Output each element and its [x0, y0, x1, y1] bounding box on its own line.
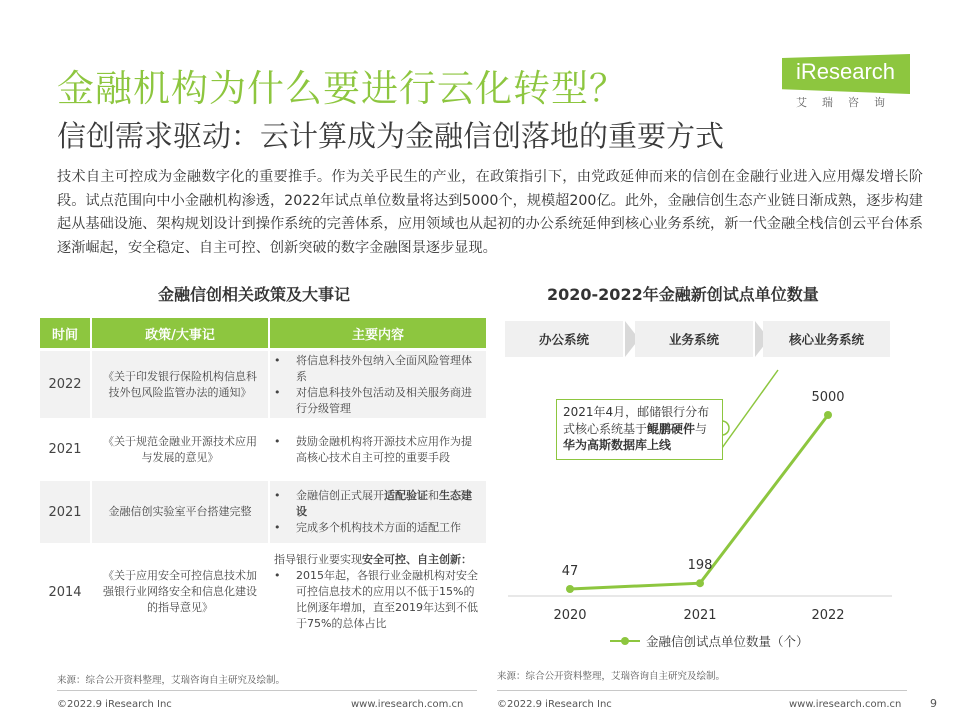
content-bullet: • 2015年起，各银行业金融机构对安全可控信息技术的应用以不低于15%的比例逐年增加，直至2019年达到不低于75%的总体占比 — [274, 568, 480, 632]
row-content — [270, 481, 488, 543]
footer-url: www.iresearch.com.cn — [351, 699, 464, 710]
row-policy: 《关于规范金融业开源技术应用与发展的意见》 — [92, 421, 270, 478]
row-content — [270, 546, 488, 638]
x-tick-labels — [553, 608, 844, 623]
row-content — [270, 351, 488, 418]
row-policy: 金融信创实验室平台搭建完整 — [92, 481, 270, 543]
content-lead — [274, 552, 480, 568]
x-tick-label: 2022 — [811, 608, 845, 623]
chart-title: 2020-2022年金融新创试点单位数量 — [547, 285, 819, 304]
footer-copyright: ©2022.9 iResearch Inc — [497, 699, 612, 710]
callout-text: 2021年4月，邮储银行分布式核心系统基于 — [563, 405, 710, 436]
page-subtitle: 信创需求驱动：云计算成为金融信创落地的重要方式 — [57, 119, 725, 153]
table-row — [40, 481, 488, 543]
logo-text: iResearch — [796, 59, 896, 84]
content-bullet: • 完成多个机构技术方面的适配工作 — [274, 520, 480, 536]
footer-divider — [497, 690, 907, 691]
text-span: 和 — [428, 489, 439, 502]
data-label: 5000 — [811, 390, 845, 405]
content-bullet — [274, 488, 480, 520]
bold-span: 适配验证 — [384, 489, 428, 502]
callout-connector — [722, 370, 778, 448]
text-span: 金融信创正式展开 — [296, 489, 384, 502]
bold-span: 生态建设 — [296, 489, 472, 518]
table-row — [40, 421, 488, 478]
stage-business: 业务系统 — [635, 321, 753, 357]
footer-url: www.iresearch.com.cn — [789, 699, 902, 710]
table-header — [40, 318, 488, 348]
callout-box — [556, 399, 723, 460]
x-tick-label: 2020 — [553, 608, 587, 623]
row-policy: 《关于应用安全可控信息技术加强银行业网络安全和信息化建设的指导意见》 — [92, 546, 270, 638]
bold-span: 安全可控、自主创新： — [362, 553, 472, 566]
callout-bold: 华为高斯数据库上线 — [563, 438, 672, 452]
table-source: 来源：综合公开资料整理，艾瑞咨询自主研究及绘制。 — [57, 675, 286, 686]
data-label: 198 — [687, 558, 713, 574]
stage-arrows — [505, 321, 890, 357]
row-policy: 《关于印发银行保险机构信息科技外包风险监管办法的通知》 — [92, 351, 270, 418]
header-time: 时间 — [40, 318, 92, 348]
stage-core: 核心业务系统 — [763, 321, 890, 357]
table-row — [40, 351, 488, 418]
row-year: 2022 — [40, 351, 92, 418]
header-policy: 政策/大事记 — [92, 318, 270, 348]
legend-label: 金融信创试点单位数量（个） — [646, 634, 809, 649]
x-tick-label: 2021 — [683, 608, 717, 623]
data-point — [696, 579, 704, 587]
row-year: 2014 — [40, 546, 92, 638]
header-content: 主要内容 — [270, 318, 488, 348]
data-point — [824, 411, 832, 419]
chart-legend — [610, 632, 809, 650]
callout-bold: 鲲鹏硬件 — [647, 421, 696, 436]
chart-source: 来源：综合公开资料整理，艾瑞咨询自主研究及绘制。 — [497, 671, 726, 682]
footer-copyright: ©2022.9 iResearch Inc — [57, 699, 172, 710]
callout-text: 与 — [695, 421, 708, 436]
iresearch-logo — [780, 50, 915, 112]
table-row — [40, 546, 488, 638]
data-label: 47 — [561, 564, 579, 579]
text-span: 指导银行业要实现 — [274, 553, 362, 566]
row-year: 2021 — [40, 421, 92, 478]
stage-office: 办公系统 — [505, 321, 623, 357]
data-point — [566, 585, 574, 593]
logo-subtext: 艾瑞咨询 — [796, 96, 900, 109]
legend-marker-icon — [610, 640, 640, 642]
policy-table — [40, 318, 488, 638]
content-bullet: • 鼓励金融机构将开源技术应用作为提高核心技术自主可控的重要手段 — [274, 434, 480, 466]
page-title: 金融机构为什么要进行云化转型？ — [57, 67, 627, 110]
row-year: 2021 — [40, 481, 92, 543]
intro-paragraph: 技术自主可控成为金融数字化的重要推手。作为关乎民生的产业，在政策指引下，由党政延伸而来的信创在金融行业进入应用爆发增长阶段。试点范围向中小金融机构渗透，2022年试点单位数量将达到5000个，规模超200亿。此外，金融信创生态产业链日渐成熟，逐步构建起从基础设施、架构规划设计到操作系统的完善体系，应用领域也从起初的办公系统延伸到核心业务系统，新一代金融全栈信创云平台体系逐渐崛起，安全稳定、自主可控、创新突破的数字金融图景逐步显现。 — [57, 169, 923, 256]
row-content — [270, 421, 488, 478]
table-title: 金融信创相关政策及大事记 — [158, 285, 351, 304]
content-bullet: • 对信息科技外包活动及相关服务商进行分级管理 — [274, 385, 480, 417]
content-bullet: • 将信息科技外包纳入全面风险管理体系 — [274, 353, 480, 385]
footer-divider — [57, 690, 477, 691]
page-number: 9 — [930, 697, 937, 710]
